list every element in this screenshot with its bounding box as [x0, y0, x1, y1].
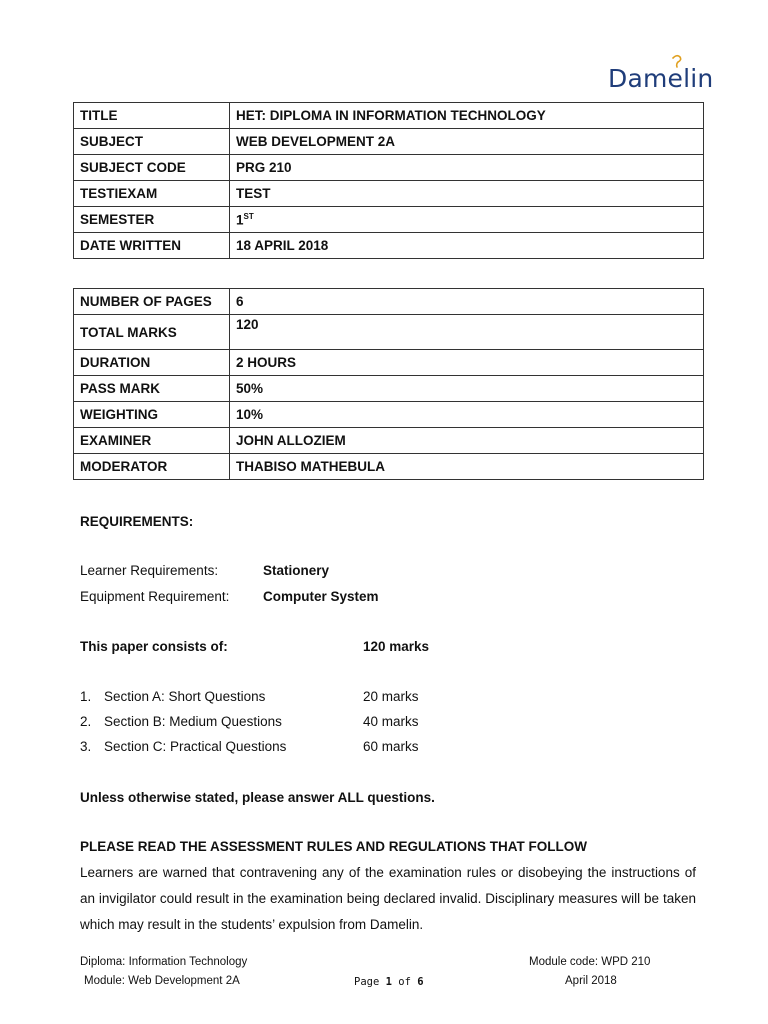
section-name: Section C: Practical Questions: [104, 739, 287, 754]
damelin-logo: [608, 56, 714, 96]
row-value: 10%: [230, 402, 704, 428]
row-label: PASS MARK: [74, 376, 230, 402]
footer-module-code: Module code: WPD 210: [529, 956, 651, 968]
row-label: WEIGHTING: [74, 402, 230, 428]
row-value: [230, 207, 704, 233]
table-row: [74, 428, 704, 454]
page-of: of: [398, 976, 411, 988]
row-label: SUBJECT: [74, 129, 230, 155]
equipment-requirement-label: Equipment Requirement:: [80, 589, 230, 604]
table-row: [74, 155, 704, 181]
equipment-requirement-value: Computer System: [263, 589, 379, 604]
table-row: [74, 454, 704, 480]
table-row: [74, 402, 704, 428]
table-row: [74, 376, 704, 402]
page-total: 6: [417, 976, 424, 988]
page-current: 1: [385, 976, 392, 988]
answer-instruction: Unless otherwise stated, please answer ALL questions.: [80, 790, 435, 805]
learner-requirements-label: Learner Requirements:: [80, 563, 219, 578]
section-name: Section B: Medium Questions: [104, 714, 282, 729]
row-value: TEST: [230, 181, 704, 207]
learner-requirements-value: Stationery: [263, 563, 330, 578]
paper-consists-label: This paper consists of:: [80, 639, 228, 654]
row-label: TESTIEXAM: [74, 181, 230, 207]
footer-diploma: Diploma: Information Technology: [80, 956, 248, 968]
row-value: 2 HOURS: [230, 350, 704, 376]
footer-date: April 2018: [565, 975, 617, 987]
exam-table: [73, 288, 704, 480]
table-row: [74, 233, 704, 259]
row-label: SUBJECT CODE: [74, 155, 230, 181]
row-label: NUMBER OF PAGES: [74, 289, 230, 315]
row-label: DATE WRITTEN: [74, 233, 230, 259]
semester-number: 1: [236, 212, 244, 228]
table-row: [74, 350, 704, 376]
section-marks: 60 marks: [363, 739, 419, 754]
section-number: 1.: [80, 689, 92, 704]
logo-text: Damelin: [608, 64, 714, 93]
rules-paragraph: Learners are warned that contravening any of the examination rules or disobeying the instructions of an invigilator could result in the examination being declared invalid. Disciplinary measures will be taken which may result in the students’ expulsion from Damelin.: [80, 865, 696, 932]
row-value: 50%: [230, 376, 704, 402]
row-label: DURATION: [74, 350, 230, 376]
semester-suffix: ST: [243, 211, 254, 221]
table-row: [74, 207, 704, 233]
details-table: [73, 102, 704, 259]
section-marks: 40 marks: [363, 714, 419, 729]
page-indicator: [354, 976, 424, 988]
footer-module: Module: Web Development 2A: [84, 975, 240, 987]
table-row: [74, 289, 704, 315]
section-name: Section A: Short Questions: [104, 689, 266, 704]
requirements-heading: REQUIREMENTS:: [80, 514, 194, 529]
table-row: [74, 181, 704, 207]
row-label: EXAMINER: [74, 428, 230, 454]
paper-total-marks: 120 marks: [363, 639, 430, 654]
row-value: WEB DEVELOPMENT 2A: [230, 129, 704, 155]
table-row: [74, 103, 704, 129]
section-marks: 20 marks: [363, 689, 419, 704]
section-number: 2.: [80, 714, 92, 729]
table-row: [74, 129, 704, 155]
row-value: JOHN ALLOZIEM: [230, 428, 704, 454]
row-label: MODERATOR: [74, 454, 230, 480]
table-row: [74, 315, 704, 350]
row-value: 18 APRIL 2018: [230, 233, 704, 259]
page-word: Page: [354, 976, 380, 988]
rules-heading: PLEASE READ THE ASSESSMENT RULES AND REGULATIONS THAT FOLLOW: [80, 839, 588, 854]
row-value: PRG 210: [230, 155, 704, 181]
row-value: HET: DIPLOMA IN INFORMATION TECHNOLOGY: [230, 103, 704, 129]
row-value: THABISO MATHEBULA: [230, 454, 704, 480]
section-number: 3.: [80, 739, 92, 754]
row-label: TITLE: [74, 103, 230, 129]
row-value: 6: [230, 289, 704, 315]
row-label: SEMESTER: [74, 207, 230, 233]
row-value: 120: [230, 315, 704, 350]
row-label: TOTAL MARKS: [74, 315, 230, 350]
logo-swirl-icon: [670, 54, 684, 68]
